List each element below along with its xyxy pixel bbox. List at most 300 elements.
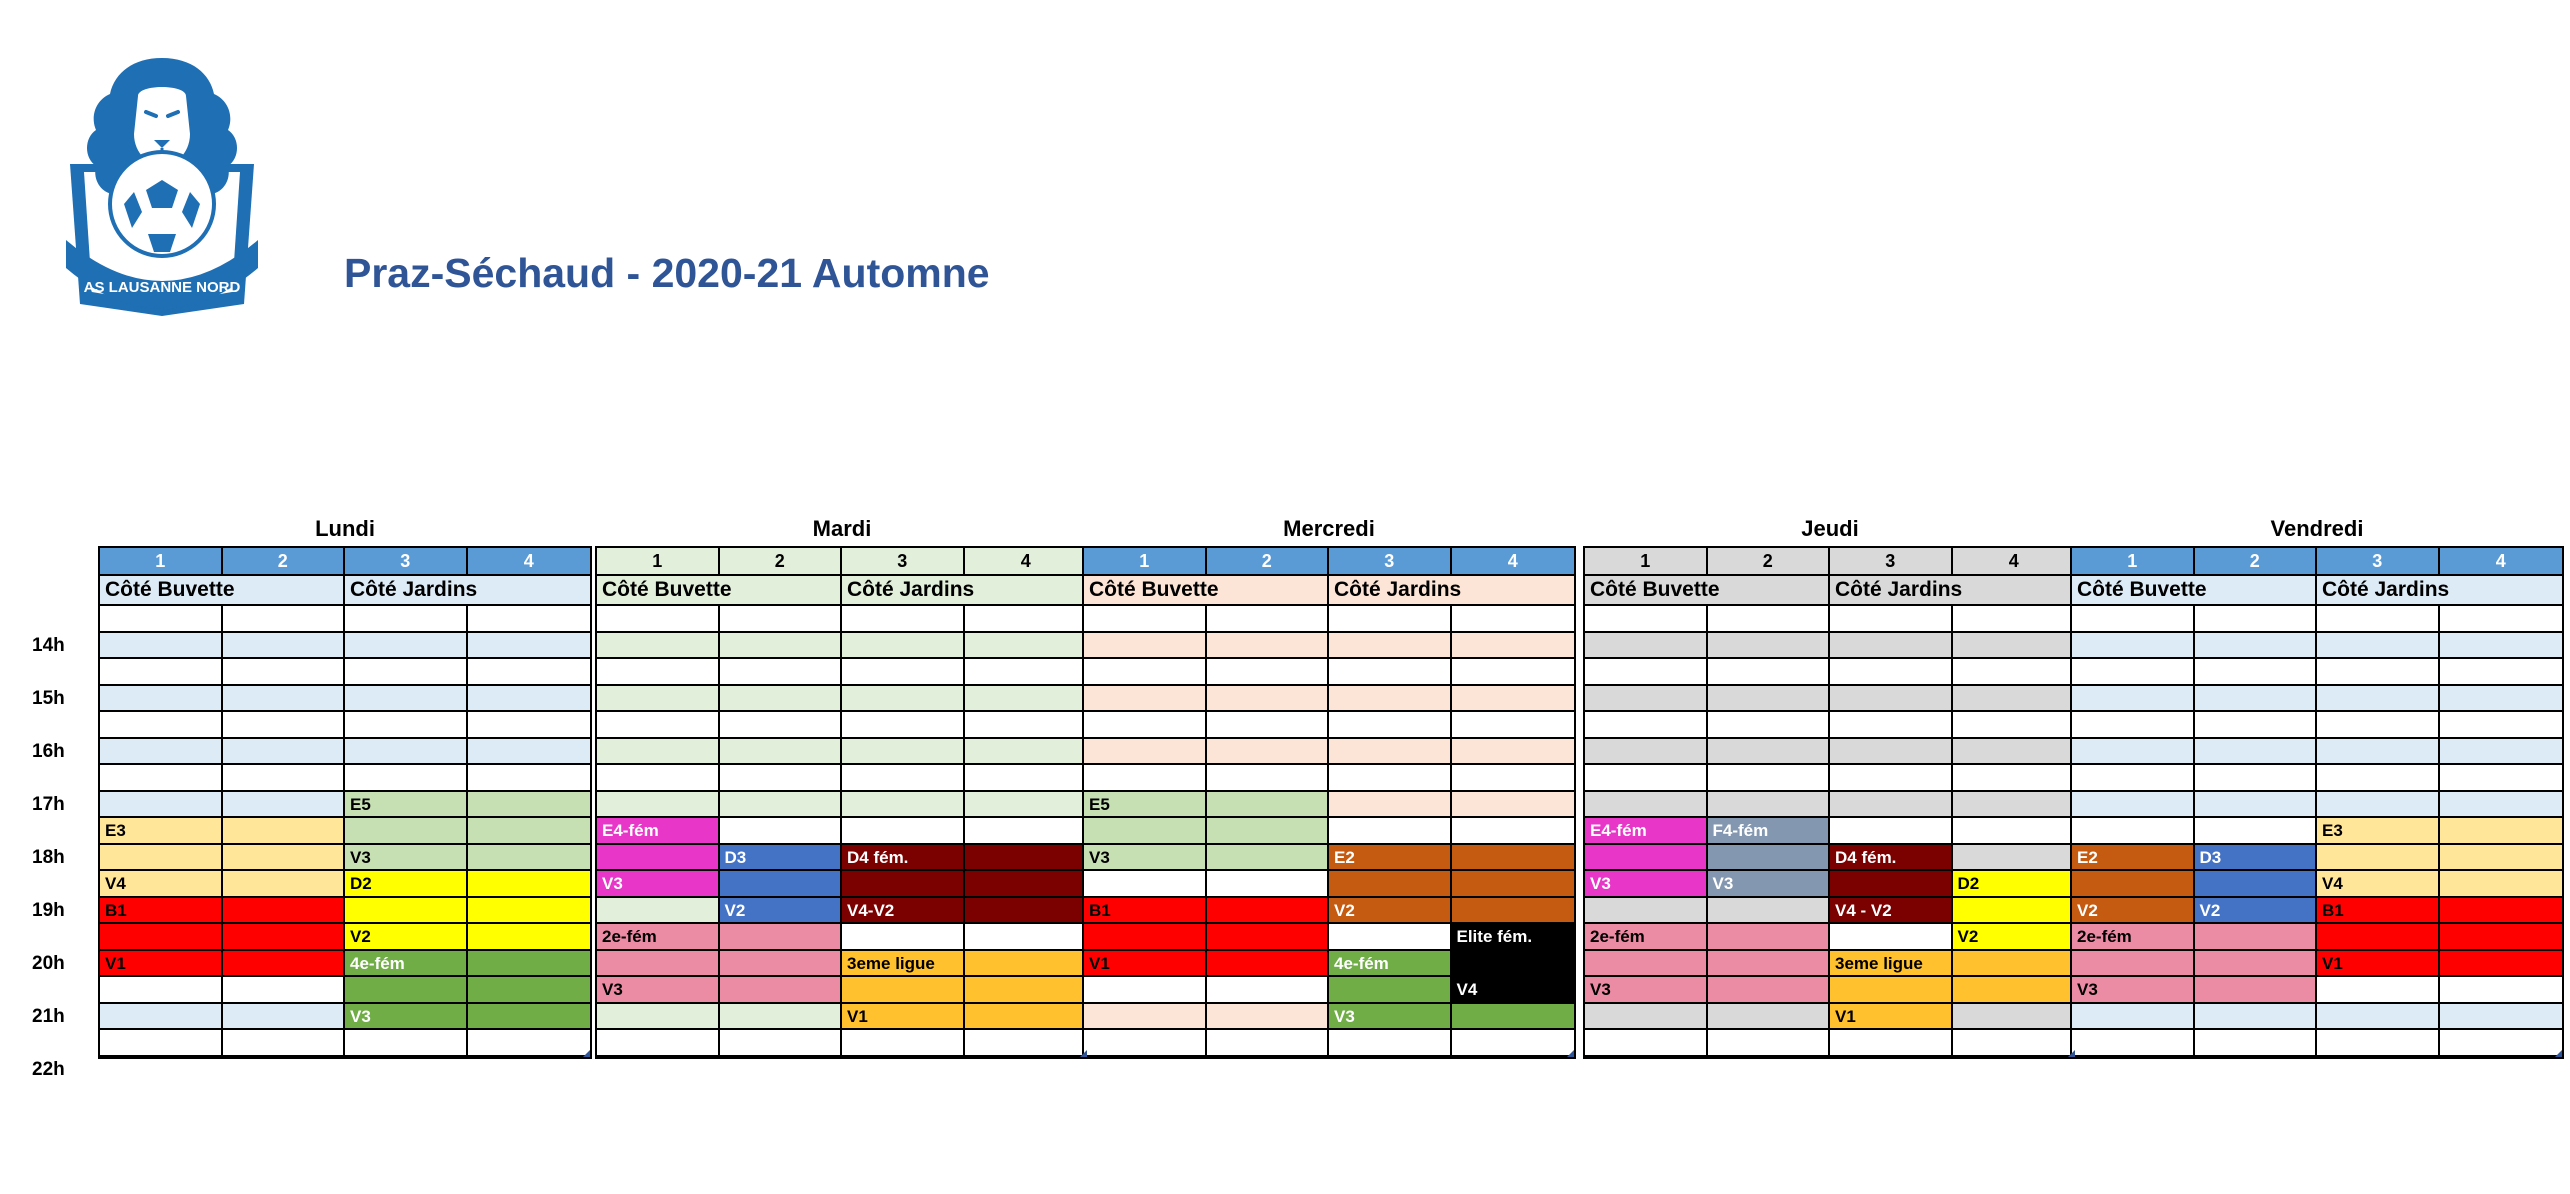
schedule-cell [468, 739, 591, 766]
session-label: B1 [105, 900, 127, 920]
session-label: E2 [1334, 847, 1355, 867]
schedule-cell [345, 712, 468, 739]
day-vendredi [2070, 514, 2564, 1084]
session-cell [965, 845, 1088, 872]
schedule-cell [1708, 792, 1831, 819]
schedule-cell [2072, 1030, 2195, 1057]
schedule-cell [1830, 792, 1953, 819]
schedule-cell [2072, 686, 2195, 713]
session-label: V2 [1957, 927, 1979, 946]
schedule-cell [1329, 765, 1452, 792]
schedule-cell [842, 765, 965, 792]
session-cell [1708, 924, 1831, 951]
schedule-cell [1329, 818, 1452, 845]
column-number: 3 [345, 548, 468, 574]
session-cell [345, 818, 468, 845]
session-label: V1 [847, 1006, 868, 1026]
session-label: E5 [350, 794, 371, 814]
schedule-cell [2072, 765, 2195, 792]
session-label: D2 [350, 874, 372, 893]
schedule-cell [720, 1004, 843, 1031]
schedule-cell [468, 1030, 591, 1057]
schedule-cell [1708, 712, 1831, 739]
column-number: 2 [2195, 548, 2318, 574]
schedule-cell [720, 792, 843, 819]
session-label: 3eme ligue [1835, 953, 1923, 973]
schedule-cell [2440, 712, 2563, 739]
schedule-cell [223, 606, 346, 633]
schedule-cell [1329, 1030, 1452, 1057]
schedule-cell [965, 818, 1088, 845]
schedule-cell [1953, 1004, 2076, 1031]
time-column [0, 0, 100, 1194]
session-label: V4 [1456, 980, 1478, 999]
schedule-cell [2440, 977, 2563, 1004]
session-label: 2e-fém [2077, 927, 2132, 946]
schedule-cell [2195, 686, 2318, 713]
session-cell [1207, 951, 1330, 978]
session-cell [1452, 951, 1575, 978]
column-number-row [100, 548, 590, 574]
session-cell [1452, 1004, 1575, 1031]
schedule-cell [842, 606, 965, 633]
session-cell [2440, 845, 2563, 872]
schedule-cell [1585, 659, 1708, 686]
schedule-cell [1953, 712, 2076, 739]
schedule-cell [2440, 1030, 2563, 1057]
schedule-cell [1953, 659, 2076, 686]
schedule-cell [1830, 1030, 1953, 1057]
column-number: 1 [1585, 548, 1708, 574]
time-label: 16h [32, 740, 65, 762]
schedule-cell [2072, 739, 2195, 766]
schedule-cell [1452, 818, 1575, 845]
session-label: V2 [1334, 900, 1355, 920]
schedule-cell [965, 659, 1088, 686]
schedule-cell [965, 633, 1088, 660]
logo-subtext: ACADEMY [139, 304, 185, 314]
session-cell [720, 871, 843, 898]
schedule-cell [597, 765, 720, 792]
schedule-cell [1452, 633, 1575, 660]
session-label: B1 [2322, 900, 2344, 920]
column-number-row [597, 548, 1087, 574]
column-number-row [1084, 548, 1574, 574]
session-cell [468, 845, 591, 872]
session-label: V4 [105, 874, 126, 893]
schedule-cell [223, 739, 346, 766]
time-label: 19h [32, 899, 65, 921]
schedule-cell [2317, 633, 2440, 660]
schedule-cell [2317, 659, 2440, 686]
session-cell [1708, 951, 1831, 978]
schedule-cell [1329, 924, 1452, 951]
session-label: D3 [2199, 847, 2222, 867]
session-label: V3 [1590, 874, 1611, 893]
schedule-cell [468, 712, 591, 739]
session-label: V2 [2199, 900, 2221, 920]
session-cell [468, 951, 591, 978]
schedule-cell [1953, 686, 2076, 713]
logo-text: AS LAUSANNE NORD [83, 279, 241, 296]
session-cell [1329, 977, 1452, 1004]
schedule-cell [1953, 633, 2076, 660]
column-number: 1 [100, 548, 223, 574]
schedule-cell [1585, 606, 1708, 633]
schedule-cell [100, 977, 223, 1004]
column-number: 2 [1708, 548, 1831, 574]
side-row [1585, 574, 2075, 606]
day-mercredi [1082, 514, 1576, 1084]
column-number: 1 [2072, 548, 2195, 574]
session-label: V3 [1590, 980, 1611, 999]
session-cell [468, 977, 591, 1004]
schedule-cell [1084, 1030, 1207, 1057]
schedule-cell [1585, 898, 1708, 925]
schedule-cell [100, 739, 223, 766]
schedule-cell [965, 739, 1088, 766]
session-label: E4-fém [602, 821, 659, 840]
session-cell [468, 1004, 591, 1031]
schedule-cell [2440, 765, 2563, 792]
session-cell [468, 924, 591, 951]
day-name: Mercredi [1283, 516, 1375, 541]
schedule-cell [468, 765, 591, 792]
schedule-cell [720, 633, 843, 660]
session-cell [2440, 924, 2563, 951]
schedule-cell [842, 818, 965, 845]
session-label: V3 [2077, 980, 2098, 999]
schedule-cell [597, 606, 720, 633]
day-grid [1583, 546, 2077, 1059]
session-cell [2440, 818, 2563, 845]
schedule-cell [597, 686, 720, 713]
schedule-cell [2317, 686, 2440, 713]
schedule-cell [2317, 1004, 2440, 1031]
schedule-cell [223, 633, 346, 660]
session-label: D4 fém. [1835, 847, 1897, 867]
session-cell [597, 845, 720, 872]
side-row [1084, 574, 1574, 606]
schedule-cell [1953, 845, 2076, 872]
session-cell [1207, 845, 1330, 872]
schedule-cell [2195, 659, 2318, 686]
schedule-cell [597, 898, 720, 925]
schedule-cell [468, 606, 591, 633]
session-cell [2072, 871, 2195, 898]
schedule-cell [2072, 712, 2195, 739]
session-cell [100, 924, 223, 951]
schedule-cell [965, 924, 1088, 951]
schedule-cell [720, 765, 843, 792]
schedule-cell [1953, 606, 2076, 633]
day-jeudi [1583, 514, 2077, 1084]
schedule-cell [223, 686, 346, 713]
session-cell [223, 951, 346, 978]
day-mardi [595, 514, 1089, 1084]
schedule-cell [720, 686, 843, 713]
session-cell [2440, 951, 2563, 978]
schedule-cell [1329, 686, 1452, 713]
schedule-cell [1084, 633, 1207, 660]
day-grid [595, 546, 1089, 1059]
schedule-cell [1452, 659, 1575, 686]
schedule-cell [2195, 739, 2318, 766]
session-label: V4-V2 [847, 900, 895, 920]
session-label: 4e-fém [1334, 953, 1389, 973]
schedule-cell [1207, 606, 1330, 633]
column-number: 4 [1452, 548, 1575, 574]
column-number: 2 [1207, 548, 1330, 574]
day-grid [2070, 546, 2564, 1059]
schedule-cell [223, 659, 346, 686]
session-cell [1708, 845, 1831, 872]
schedule-cell [2195, 792, 2318, 819]
day-name: Jeudi [1801, 516, 1859, 541]
session-cell [1207, 818, 1330, 845]
schedule-cell [1953, 792, 2076, 819]
session-label: D3 [724, 847, 747, 867]
session-cell [965, 951, 1088, 978]
session-cell [2195, 871, 2318, 898]
schedule-cell [2072, 633, 2195, 660]
side-label-right: Côté Jardins [2317, 576, 2562, 604]
schedule-cell [345, 739, 468, 766]
column-number: 3 [2317, 548, 2440, 574]
session-label: V3 [1089, 847, 1110, 867]
schedule-cell [1708, 1004, 1831, 1031]
session-label: F4-fém [1712, 821, 1769, 840]
session-cell [965, 1004, 1088, 1031]
session-cell [1953, 951, 2076, 978]
schedule-cell [1830, 739, 1953, 766]
column-number: 4 [965, 548, 1088, 574]
schedule-cell [2195, 1030, 2318, 1057]
schedule-cell [100, 606, 223, 633]
day-lundi [98, 514, 592, 1084]
schedule-cell [720, 739, 843, 766]
schedule-cell [842, 1030, 965, 1057]
schedule-cell [345, 659, 468, 686]
schedule-cell [1452, 739, 1575, 766]
schedule-cell [1830, 606, 1953, 633]
schedule-cell [842, 686, 965, 713]
session-cell [1084, 924, 1207, 951]
session-cell [1452, 871, 1575, 898]
session-cell [1953, 977, 2076, 1004]
schedule-cell [1329, 659, 1452, 686]
resize-corner-icon [2068, 1050, 2075, 1057]
session-label: 2e-fém [1590, 927, 1645, 946]
session-cell [1207, 792, 1330, 819]
session-cell [720, 977, 843, 1004]
schedule-cell [2317, 977, 2440, 1004]
time-label: 17h [32, 793, 65, 815]
schedule-cell [100, 633, 223, 660]
session-label: V2 [2077, 900, 2098, 920]
session-cell [1830, 977, 1953, 1004]
schedule-cell [597, 739, 720, 766]
schedule-cell [1830, 765, 1953, 792]
session-label: V1 [2322, 953, 2343, 973]
resize-corner-icon [1567, 1050, 1574, 1057]
session-cell [842, 977, 965, 1004]
session-cell [223, 845, 346, 872]
session-label: V3 [350, 847, 371, 867]
time-label: 21h [32, 1005, 65, 1027]
session-label: 2e-fém [602, 927, 657, 946]
schedule-cell [1329, 792, 1452, 819]
schedule-cell [1084, 871, 1207, 898]
session-cell [1207, 898, 1330, 925]
schedule-cell [1084, 1004, 1207, 1031]
session-cell [223, 871, 346, 898]
resize-corner-icon [2555, 1050, 2562, 1057]
schedule-cell [2440, 739, 2563, 766]
schedule-cell [345, 633, 468, 660]
session-cell [720, 951, 843, 978]
session-label: V3 [350, 1006, 371, 1026]
schedule-cell [223, 1030, 346, 1057]
schedule-cell [597, 633, 720, 660]
schedule-cell [100, 686, 223, 713]
session-cell [468, 898, 591, 925]
resize-corner-icon [1080, 1050, 1087, 1057]
schedule-cell [1207, 1004, 1330, 1031]
session-cell [2440, 898, 2563, 925]
day-name: Lundi [315, 516, 375, 541]
schedule-cell [2072, 818, 2195, 845]
schedule-cell [1830, 686, 1953, 713]
column-number: 4 [2440, 548, 2563, 574]
session-cell [1207, 924, 1330, 951]
session-cell [1452, 845, 1575, 872]
schedule-cell [1708, 765, 1831, 792]
column-number: 3 [1830, 548, 1953, 574]
schedule-cell [1329, 606, 1452, 633]
schedule-cell [720, 818, 843, 845]
schedule-cell [223, 977, 346, 1004]
schedule-cell [1207, 659, 1330, 686]
schedule-cell [100, 765, 223, 792]
session-label: V3 [602, 874, 623, 893]
schedule-cell [1207, 686, 1330, 713]
schedule-cell [1329, 739, 1452, 766]
session-cell [1953, 898, 2076, 925]
schedule-cell [1329, 633, 1452, 660]
session-cell [223, 924, 346, 951]
schedule-cell [597, 792, 720, 819]
schedule-cell [1207, 739, 1330, 766]
schedule-cell [2317, 765, 2440, 792]
schedule-cell [100, 659, 223, 686]
session-cell [468, 792, 591, 819]
session-label: E5 [1089, 794, 1110, 814]
day-name: Mardi [812, 516, 872, 541]
session-label: E2 [2077, 847, 2098, 867]
schedule-cell [2195, 765, 2318, 792]
session-cell [2195, 924, 2318, 951]
session-label: V3 [602, 980, 623, 999]
schedule-cell [1708, 659, 1831, 686]
schedule-cell [2440, 792, 2563, 819]
session-cell [1084, 818, 1207, 845]
session-label: V3 [1334, 1006, 1355, 1026]
schedule-cell [965, 792, 1088, 819]
schedule-cell [2440, 606, 2563, 633]
schedule-cell [842, 739, 965, 766]
schedule-cell [1452, 712, 1575, 739]
schedule-cell [1708, 898, 1831, 925]
schedule-cell [100, 712, 223, 739]
session-label: V1 [1835, 1006, 1856, 1026]
session-cell [1329, 871, 1452, 898]
session-cell [1830, 871, 1953, 898]
schedule-cell [2317, 739, 2440, 766]
schedule-cell [223, 792, 346, 819]
session-label: 4e-fém [350, 953, 405, 973]
schedule-cell [468, 686, 591, 713]
schedule-cell [2440, 659, 2563, 686]
session-cell [1585, 951, 1708, 978]
schedule-cell [1585, 1030, 1708, 1057]
schedule-cell [842, 792, 965, 819]
schedule-cell [1207, 871, 1330, 898]
column-number: 1 [1084, 548, 1207, 574]
schedule-cell [720, 1030, 843, 1057]
schedule-cell [965, 765, 1088, 792]
schedule-cell [345, 686, 468, 713]
schedule-cell [345, 765, 468, 792]
schedule-cell [2317, 606, 2440, 633]
schedule-cell [1708, 633, 1831, 660]
side-row [2072, 574, 2562, 606]
schedule-cell [1452, 606, 1575, 633]
schedule-cell [1708, 739, 1831, 766]
time-label: 15h [32, 687, 65, 709]
schedule-cell [468, 659, 591, 686]
session-label: D2 [1957, 874, 1980, 893]
session-cell [2317, 845, 2440, 872]
schedule-cell [1708, 1030, 1831, 1057]
side-label-right: Côté Jardins [1830, 576, 2075, 604]
schedule-cell [597, 659, 720, 686]
session-cell [965, 898, 1088, 925]
column-number: 1 [597, 548, 720, 574]
schedule-cell [1585, 739, 1708, 766]
schedule-cell [1207, 633, 1330, 660]
column-number: 4 [1953, 548, 2076, 574]
schedule-cell [1585, 792, 1708, 819]
schedule-cell [2195, 606, 2318, 633]
schedule-cell [965, 606, 1088, 633]
schedule-cell [1830, 712, 1953, 739]
session-label: E3 [2322, 821, 2343, 840]
schedule-cell [1585, 765, 1708, 792]
schedule-cell [2440, 686, 2563, 713]
schedule-cell [965, 1030, 1088, 1057]
schedule-cell [1084, 739, 1207, 766]
session-cell [597, 951, 720, 978]
schedule-cell [223, 765, 346, 792]
session-cell [468, 871, 591, 898]
schedule-cell [965, 712, 1088, 739]
schedule-cell [720, 659, 843, 686]
schedule-cell [1585, 633, 1708, 660]
schedule-cell [597, 1030, 720, 1057]
schedule-cell [2072, 659, 2195, 686]
side-row [100, 574, 590, 606]
